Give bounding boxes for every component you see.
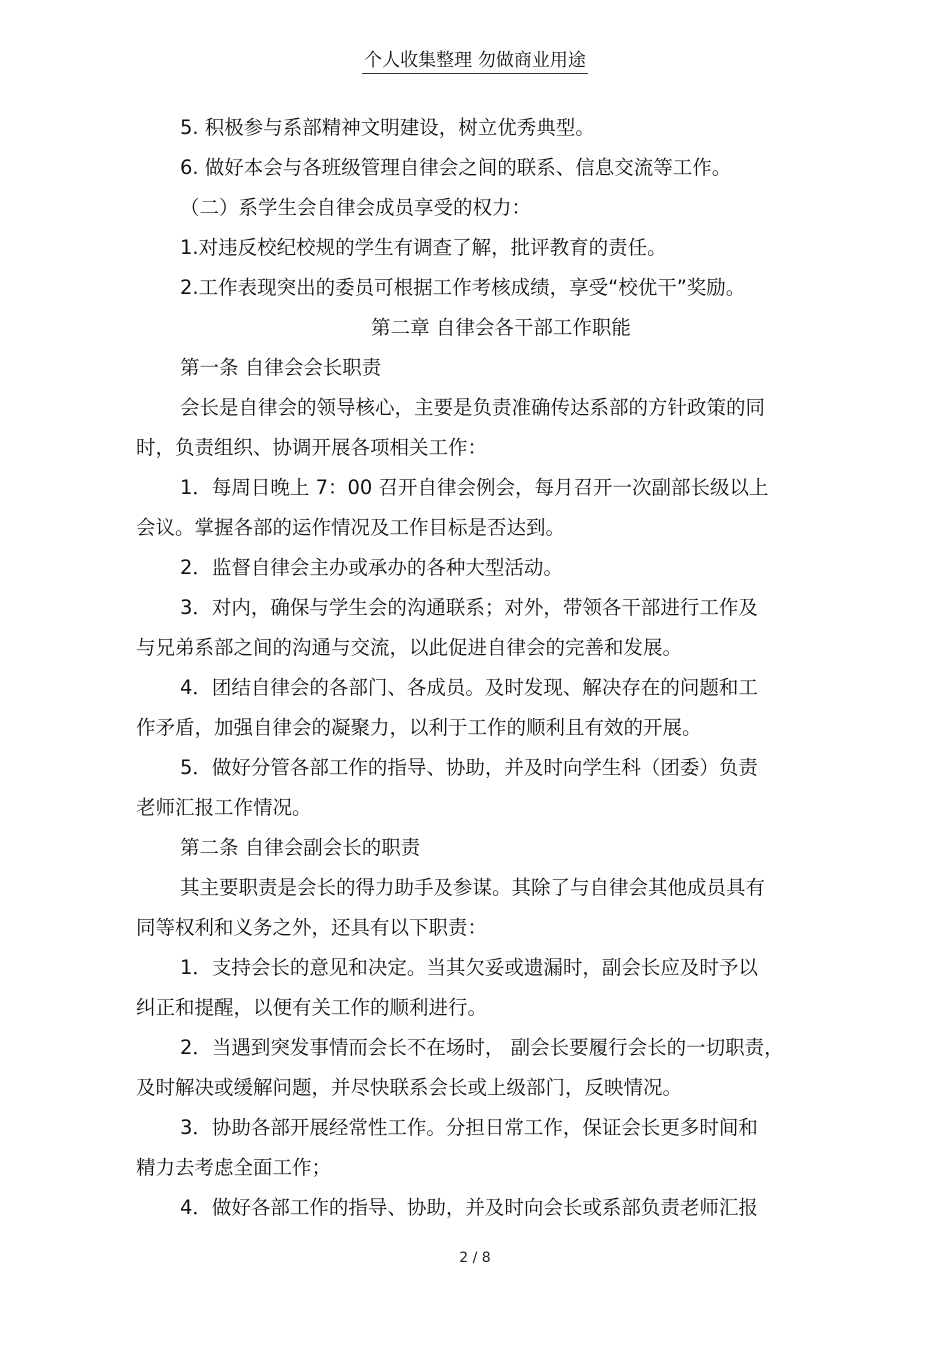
text-line: 第二条 自律会副会长的职责 bbox=[180, 836, 421, 859]
text-line: （二）系学生会自律会成员享受的权力： bbox=[180, 196, 532, 219]
text-line: 会议。掌握各部的运作情况及工作目标是否达到。 bbox=[136, 516, 566, 539]
text-line: 时，负责组织、协调开展各项相关工作： bbox=[136, 436, 488, 459]
text-line: 2．当遇到突发事情而会长不在场时， 副会长要履行会长的一切职责， bbox=[180, 1036, 784, 1059]
header-text: 个人收集整理 勿做商业用途 bbox=[362, 50, 588, 74]
page-number: 2 / 8 bbox=[459, 1250, 491, 1266]
text-line: 纠正和提醒，以便有关工作的顺利进行。 bbox=[136, 996, 488, 1019]
text-line: 4．做好各部工作的指导、协助，并及时向会长或系部负责老师汇报 bbox=[180, 1196, 758, 1219]
text-line: 其主要职责是会长的得力助手及参谋。其除了与自律会其他成员具有 bbox=[180, 876, 766, 899]
text-line: 1.对违反校纪校规的学生有调查了解，批评教育的责任。 bbox=[180, 236, 667, 259]
text-line: 老师汇报工作情况。 bbox=[136, 796, 312, 819]
text-line: 精力去考虑全面工作； bbox=[136, 1156, 332, 1179]
text-line: 2．监督自律会主办或承办的各种大型活动。 bbox=[180, 556, 563, 579]
text-line: 1．支持会长的意见和决定。当其欠妥或遗漏时，副会长应及时予以 bbox=[180, 956, 758, 979]
text-line: 及时解决或缓解问题，并尽快联系会长或上级部门，反映情况。 bbox=[136, 1076, 683, 1099]
text-line: 6. 做好本会与各班级管理自律会之间的联系、信息交流等工作。 bbox=[180, 156, 732, 179]
text-line: 2.工作表现突出的委员可根据工作考核成绩，享受“校优干”奖励。 bbox=[180, 276, 746, 299]
text-line: 4．团结自律会的各部门、各成员。及时发现、解决存在的问题和工 bbox=[180, 676, 758, 699]
text-line: 5．做好分管各部工作的指导、协助，并及时向学生科（团委）负责 bbox=[180, 756, 758, 779]
text-line: 作矛盾，加强自律会的凝聚力，以利于工作的顺利且有效的开展。 bbox=[136, 716, 702, 739]
text-line: 3．对内，确保与学生会的沟通联系；对外，带领各干部进行工作及 bbox=[180, 596, 758, 619]
page-header bbox=[0, 46, 950, 72]
text-line: 3．协助各部开展经常性工作。分担日常工作，保证会长更多时间和 bbox=[180, 1116, 758, 1139]
chapter-heading: 第二章 自律会各干部工作职能 bbox=[371, 316, 631, 339]
text-line: 与兄弟系部之间的沟通与交流，以此促进自律会的完善和发展。 bbox=[136, 636, 683, 659]
text-line: 会长是自律会的领导核心，主要是负责准确传达系部的方针政策的同 bbox=[180, 396, 766, 419]
text-line: 5. 积极参与系部精神文明建设，树立优秀典型。 bbox=[180, 116, 595, 139]
text-line: 第一条 自律会会长职责 bbox=[180, 356, 382, 379]
text-line: 1．每周日晚上 7：00 召开自律会例会，每月召开一次副部长级以上 bbox=[180, 476, 769, 499]
text-line: 同等权利和义务之外，还具有以下职责： bbox=[136, 916, 488, 939]
document-body bbox=[136, 108, 826, 1228]
